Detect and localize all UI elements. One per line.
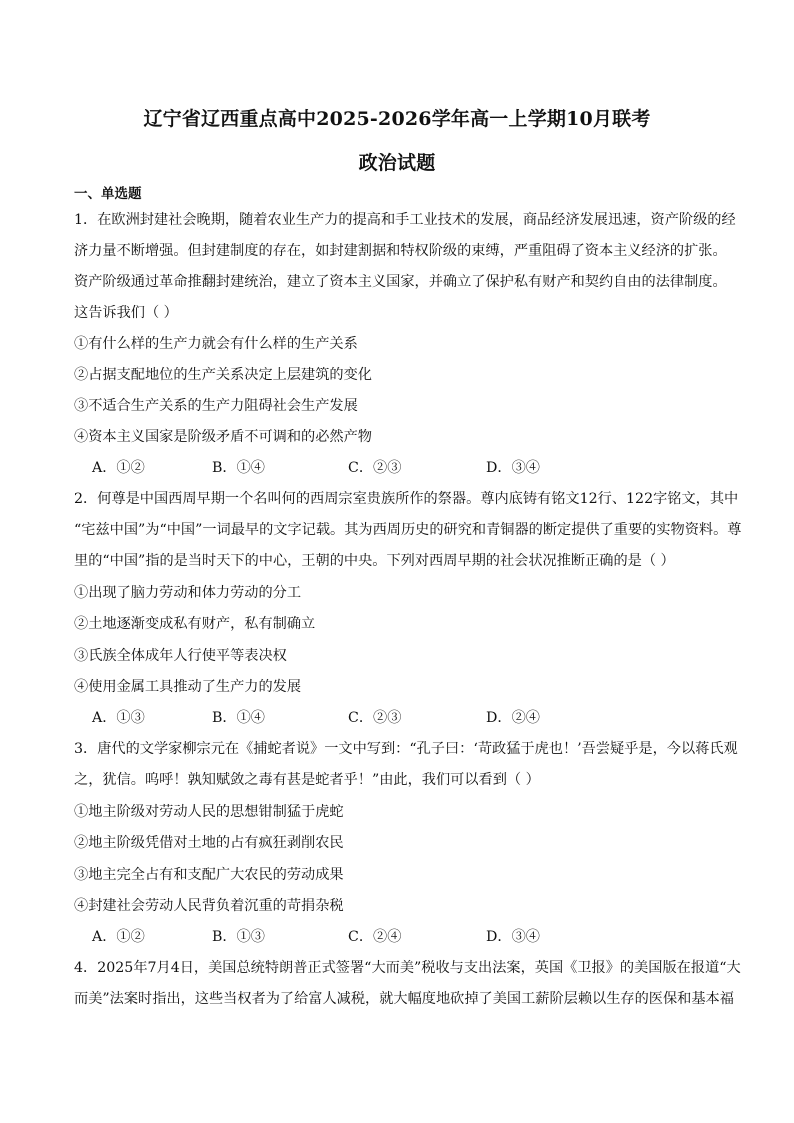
question-3-choice-a[interactable]: A．①②: [92, 929, 145, 945]
question-2-choice-b[interactable]: B．①④: [212, 710, 265, 726]
exam-title: 辽宁省辽西重点高中2025-2026学年高一上学期10月联考: [143, 108, 651, 130]
question-1-item: ③不适合生产关系的生产力阻碍社会生产发展: [74, 398, 358, 414]
question-3-stem-line: 之，犹信。呜呼！孰知赋敛之毒有甚是蛇者乎！”由此，我们可以看到（ ）: [74, 772, 540, 788]
question-4-stem-line: 而美”法案时指出，这些当权者为了给富人减税，就大幅度地砍掉了美国工薪阶层赖以生存的医保和基本福: [74, 991, 734, 1007]
question-2-choice-c[interactable]: C．②③: [348, 710, 402, 726]
question-3-item: ②地主阶级凭借对土地的占有疯狂剥削农民: [74, 835, 344, 851]
question-3-choice-b[interactable]: B．①③: [212, 929, 265, 945]
question-1-stem-line: 资产阶级通过革命推翻封建统治，建立了资本主义国家，并确立了保护私有财产和契约自由的法律制度。: [74, 274, 727, 290]
question-2-item: ①出现了脑力劳动和体力劳动的分工: [74, 585, 302, 601]
question-1-item: ②占据支配地位的生产关系决定上层建筑的变化: [74, 367, 372, 383]
question-2-choice-d[interactable]: D．②④: [486, 710, 540, 726]
question-1-choice-d[interactable]: D．③④: [486, 460, 540, 476]
question-1-stem-line: 1．在欧洲封建社会晚期，随着农业生产力的提高和手工业技术的发展，商品经济发展迅速，资产阶级的经: [74, 212, 736, 228]
question-2-stem-line: “宅兹中国”为“中国”一词最早的文字记载。其为西周历史的研究和青铜器的断定提供了重要的实物资料。尊: [74, 522, 742, 538]
question-1-choice-a[interactable]: A．①②: [92, 460, 145, 476]
question-2-choice-a[interactable]: A．①③: [92, 710, 145, 726]
question-4-stem-line: 4．2025年7月4日，美国总统特朗普正式签署“大而美”税收与支出法案，英国《卫报》的美国版在报道“大: [74, 960, 741, 976]
question-3-stem-line: 3．唐代的文学家柳宗元在《捕蛇者说》一文中写到：“孔子曰：‘苛政猛于虎也！’吾尝疑乎是，今以蒋氏观: [74, 741, 738, 757]
question-2-item: ③氏族全体成年人行使平等表决权: [74, 648, 287, 664]
exam-subtitle: 政治试题: [358, 152, 436, 174]
question-1-choice-c[interactable]: C．②③: [348, 460, 402, 476]
question-3-item: ④封建社会劳动人民背负着沉重的苛捐杂税: [74, 898, 344, 914]
question-1-stem-line: 这告诉我们（ ）: [74, 305, 178, 321]
question-1-item: ①有什么样的生产力就会有什么样的生产关系: [74, 336, 358, 352]
question-2-stem-line: 2．何尊是中国西周早期一个名叫何的西周宗室贵族所作的祭器。尊内底铸有铭文12行、122字铭文，其中: [74, 491, 739, 507]
question-3-choice-c[interactable]: C．②④: [348, 929, 402, 945]
question-3-item: ①地主阶级对劳动人民的思想钳制猛于虎蛇: [74, 804, 344, 820]
question-1-stem-line: 济力量不断增强。但封建制度的存在，如封建割据和特权阶级的束缚，严重阻碍了资本主义经济的扩张。: [74, 243, 727, 259]
question-1-choice-b[interactable]: B．①④: [212, 460, 265, 476]
question-2-item: ②土地逐渐变成私有财产，私有制确立: [74, 616, 316, 632]
question-2-stem-line: 里的“中国”指的是当时天下的中心，王朝的中央。下列对西周早期的社会状况推断正确的是（ ）: [74, 553, 675, 569]
question-2-item: ④使用金属工具推动了生产力的发展: [74, 679, 302, 695]
question-3-choice-d[interactable]: D．③④: [486, 929, 540, 945]
section-heading: 一、单选题: [74, 186, 142, 202]
question-3-item: ③地主完全占有和支配广大农民的劳动成果: [74, 867, 344, 883]
question-1-item: ④资本主义国家是阶级矛盾不可调和的必然产物: [74, 429, 372, 445]
